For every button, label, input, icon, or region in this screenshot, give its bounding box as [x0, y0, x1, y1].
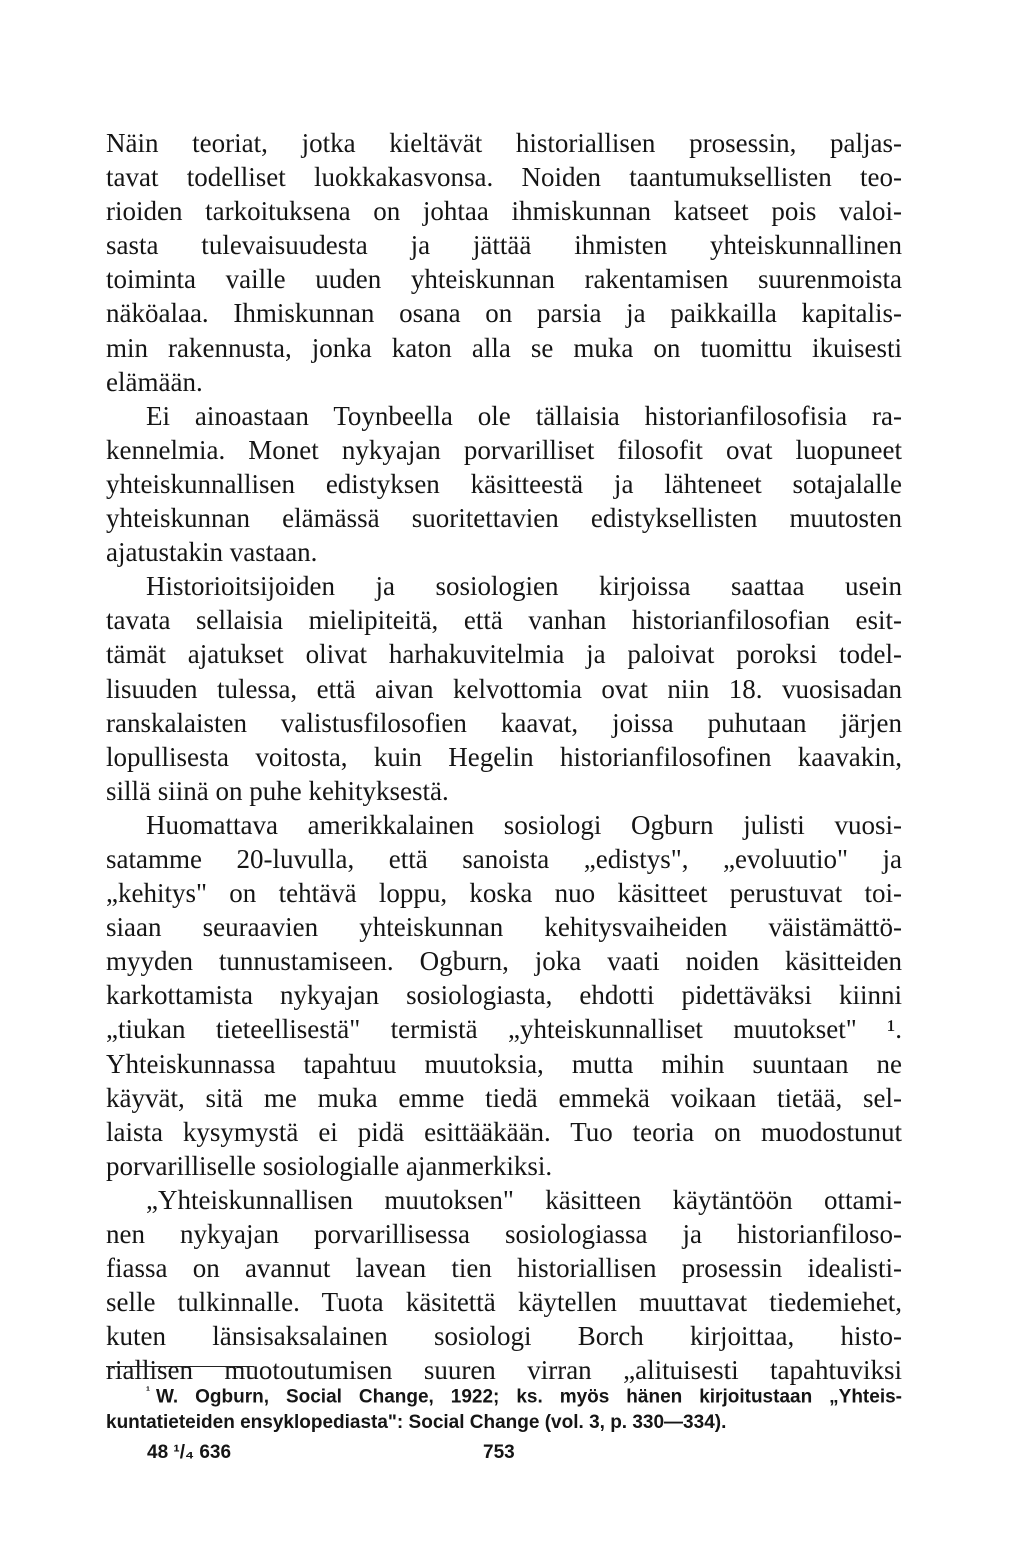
text-line: lisuuden tulessa, että aivan kelvottomia ovat niin 18. vuosisadan — [106, 673, 902, 704]
text-line: yhteiskunnallisen edistyksen käsitteestä ja lähteneet sotajalalle — [106, 468, 902, 499]
text-line: riallisen muotoutumisen suuren virran „alituisesti tapahtuviksi — [106, 1355, 902, 1386]
footnote-line — [106, 1378, 902, 1410]
text-line: ranskalaisten valistusfilosofien kaavat, joissa puhutaan järjen — [106, 707, 902, 738]
text-line: toiminta vaille uuden yhteiskunnan rakentamisen suurenmoista — [106, 264, 902, 295]
text-line: laista kysymystä ei pidä esittääkään. Tuo teoria on muodostunut — [106, 1116, 902, 1147]
text-line: kuten länsisaksalainen sosiologi Borch kirjoittaa, histo- — [106, 1321, 902, 1352]
text-line: satamme 20-luvulla, että sanoista „edistys", „evoluutio" ja — [106, 843, 902, 874]
text-line: tavata sellaisia mielipiteitä, että vanhan historianfilosofian esit- — [106, 605, 902, 636]
text-line: „kehitys" on tehtävä loppu, koska nuo käsitteet perustuvat toi- — [106, 878, 902, 909]
text-line: tavat todelliset luokkakasvonsa. Noiden taantumuksellisten teo- — [106, 162, 902, 193]
text-line: „tiukan tieteellisestä" termistä „yhteiskunnalliset muutokset" ¹. — [106, 1014, 902, 1045]
text-line: yhteiskunnan elämässä suoritettavien edistyksellisten muutosten — [106, 503, 902, 534]
text-line: tämät ajatukset olivat harhakuvitelmia ja paloivat poroksi todel- — [106, 639, 902, 670]
text-line: Yhteiskunnassa tapahtuu muutoksia, mutta mihin suuntaan ne — [106, 1048, 902, 1079]
text-line: porvarilliselle sosiologialle ajanmerkiksi. — [106, 1150, 553, 1181]
text-line: lopullisesta voitosta, kuin Hegelin historianfilosofinen kaavakin, — [106, 741, 902, 772]
paragraph-1 — [106, 126, 902, 399]
text-line: Huomattava amerikkalainen sosiologi Ogburn julisti vuosi- — [146, 809, 902, 840]
footnote-mark: ¹ — [146, 1384, 150, 1398]
text-line: Näin teoriat, jotka kieltävät historiallisen prosessin, paljas- — [106, 128, 902, 158]
text-line: fiassa on avannut lavean tien historiallisen prosessin idealisti- — [106, 1253, 902, 1284]
text-line: selle tulkinnalle. Tuota käsitettä käytellen muuttavat tiedemiehet, — [106, 1287, 902, 1318]
text-line: myyden tunnustamiseen. Ogburn, joka vaati noiden käsitteiden — [106, 946, 902, 977]
text-line: „Yhteiskunnallisen muutoksen" käsitteen käytäntöön ottami- — [146, 1184, 902, 1215]
page-number: 753 — [483, 1442, 515, 1463]
footnote-line: kuntatieteiden ensyklopediasta": Social Change (vol. 3, p. 330—334). — [106, 1412, 727, 1434]
text-line: Historioitsijoiden ja sosiologien kirjoissa saattaa usein — [146, 571, 902, 602]
text-line: Ei ainoastaan Toynbeella ole tällaisia historianfilosofisia ra- — [146, 400, 902, 431]
text-line: nen nykyajan porvarillisessa sosiologiassa ja historianfiloso- — [106, 1219, 902, 1249]
text-line: siaan seuraavien yhteiskunnan kehitysvaiheiden väistämättö- — [106, 912, 902, 943]
text-line: sillä siinä on puhe kehityksestä. — [106, 775, 449, 806]
text-line: ajatustakin vastaan. — [106, 537, 318, 568]
paragraph-5 — [106, 1183, 902, 1388]
footnote-text: W. Ogburn, Social Change, 1922; ks. myös hänen kirjoitustaan „Yhteis- — [156, 1386, 902, 1408]
body-text — [106, 126, 902, 1387]
text-line: näköalaa. Ihmiskunnan osana on parsia ja paikkailla kapitalis- — [106, 298, 902, 329]
text-line: karkottamista nykyajan sosiologiasta, ehdotti pidettäväksi kiinni — [106, 980, 902, 1011]
text-line: kennelmia. Monet nykyajan porvarilliset filosofit ovat luopuneet — [106, 434, 902, 465]
text-line: elämään. — [106, 366, 203, 397]
paragraph-2 — [106, 399, 902, 569]
text-line: sasta tulevaisuudesta ja jättää ihmisten yhteiskunnallinen — [106, 230, 902, 261]
footnote — [106, 1378, 902, 1436]
footnote-rule — [106, 1366, 254, 1367]
printer-signature: 48 ¹/₄ 636 — [147, 1442, 232, 1463]
text-line: min rakennusta, jonka katon alla se muka on tuomittu ikuisesti — [106, 332, 902, 363]
paragraph-4 — [106, 808, 902, 1183]
text-line: rioiden tarkoituksena on johtaa ihmiskunnan katseet pois valoi- — [106, 196, 902, 227]
text-line: käyvät, sitä me muka emme tiedä emmekä voikaan tietää, sel- — [106, 1082, 902, 1113]
paragraph-3 — [106, 569, 902, 808]
